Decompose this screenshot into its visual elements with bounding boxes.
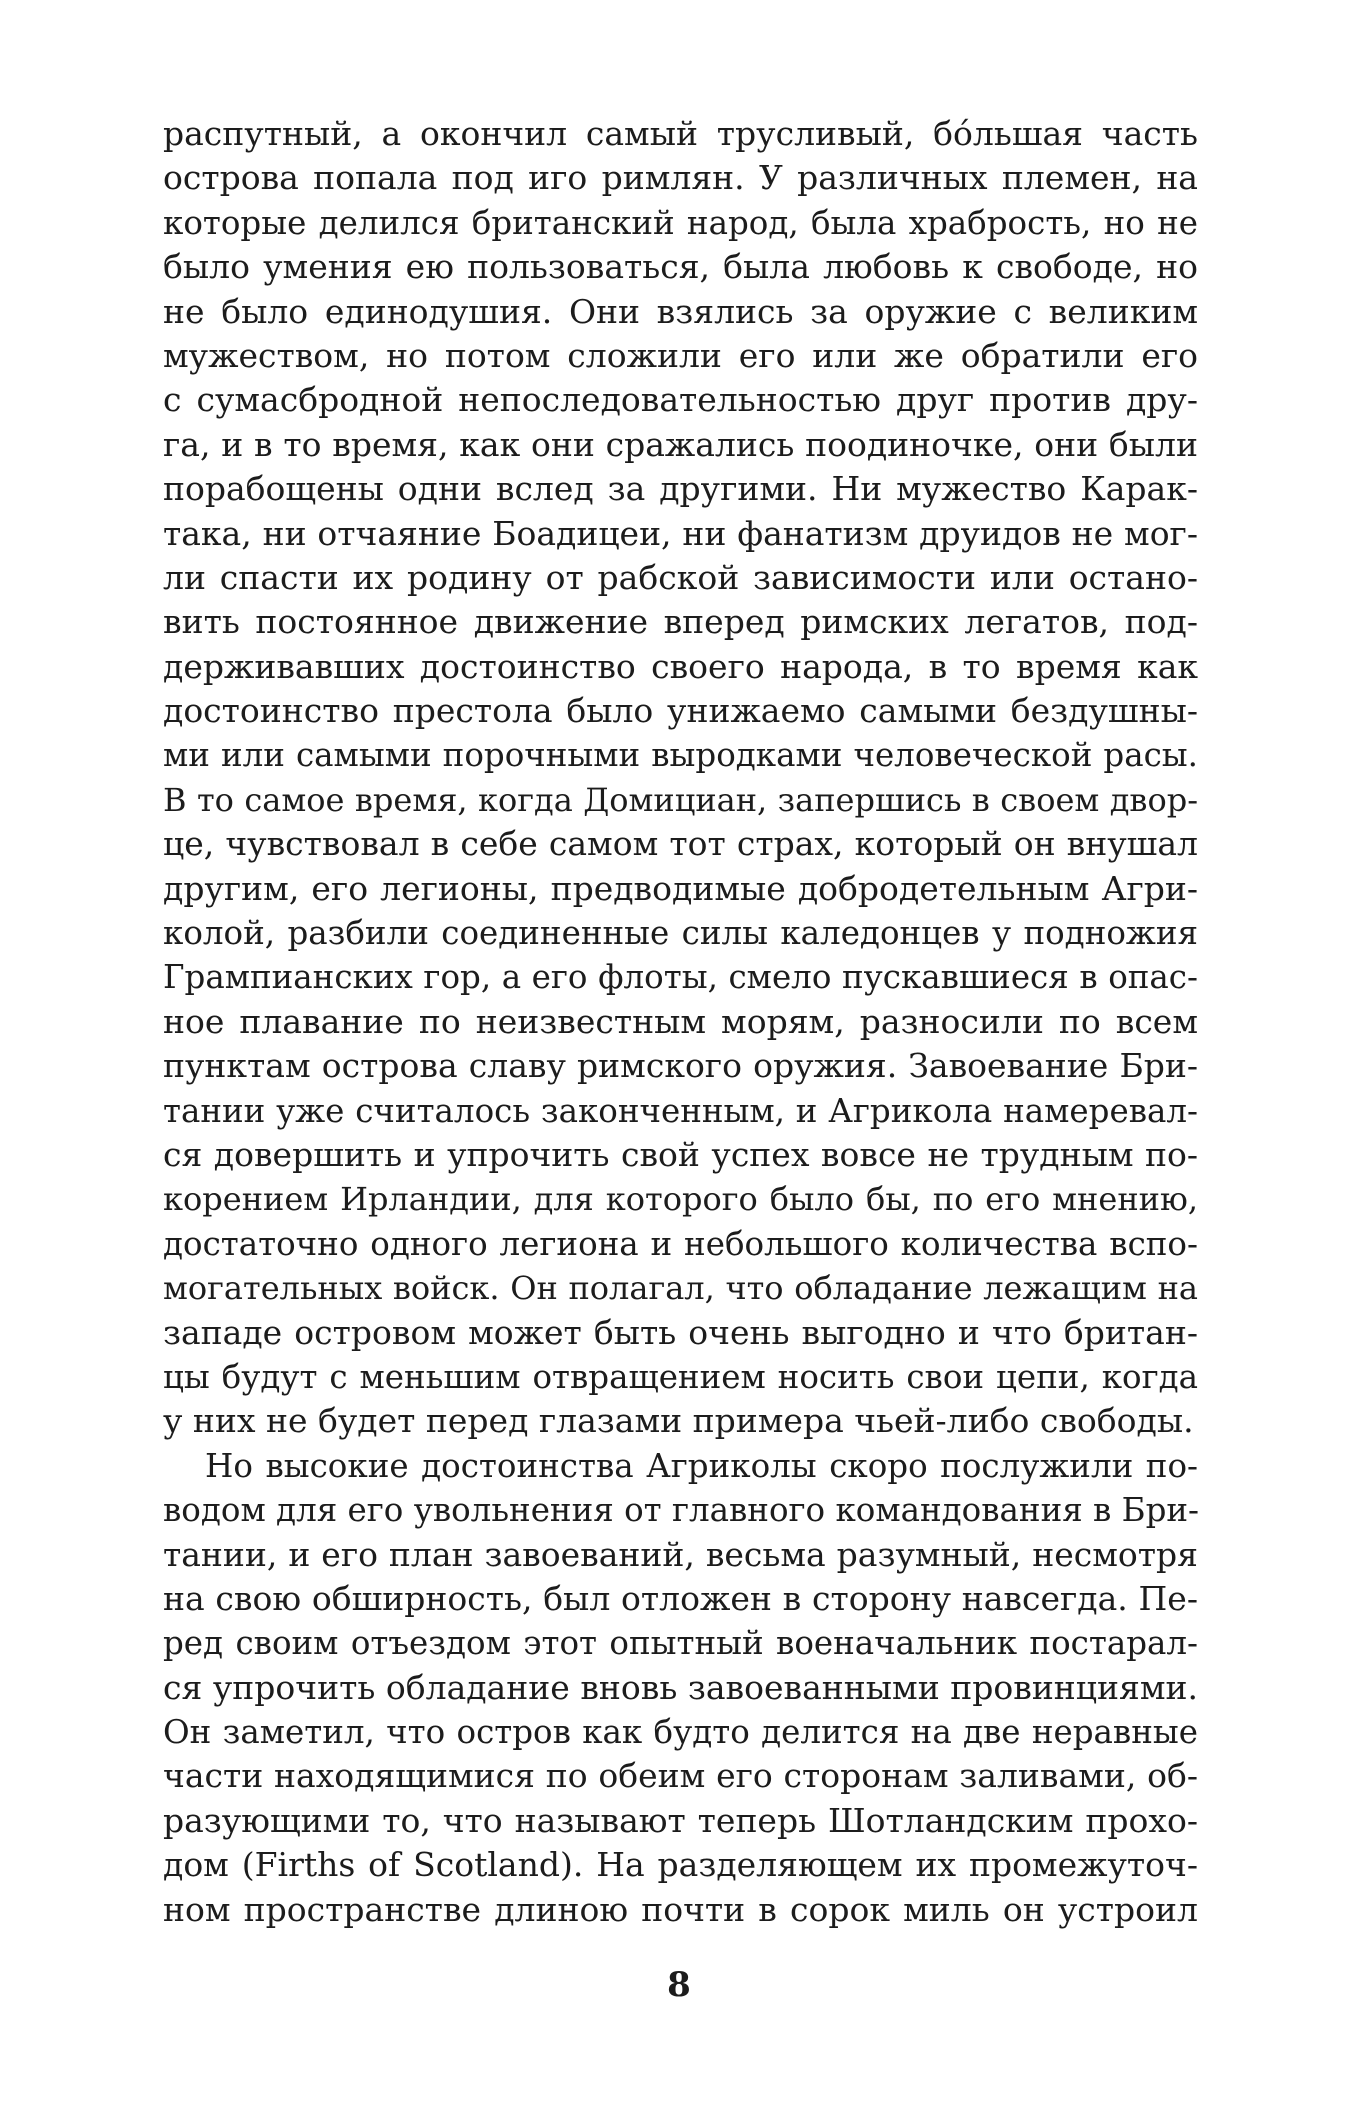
text-line: пунктам острова славу римского оружия. Завоевание Бри- [163,1046,1198,1086]
text-line: ном пространстве длиною почти в сорок миль он устроил [163,1889,1198,1929]
body-text [163,112,1198,1932]
text-line: ся упрочить обладание вновь завоеванными провинциями. [163,1667,1198,1707]
text-line: тании, и его план завоеваний, весьма разумный, несмотря [163,1534,1198,1574]
text-line: вить постоянное движение вперед римских легатов, под- [163,602,1198,642]
text-line: Грампианских гор, а его флоты, смело пускавшиеся в опас- [163,958,1198,997]
text-line: было умения ею пользоваться, была любовь к свободе, но [163,247,1198,287]
text-line: дом (Firths of Scotland). На разделяющем их промежуточ- [163,1845,1198,1885]
text-line: ное плавание по неизвестным морям, разносили по всем [163,1001,1198,1041]
text-line: на свою обширность, был отложен в сторону навсегда. Пе- [163,1578,1198,1618]
text-line: с сумасбродной непоследовательностью друг против дру- [163,380,1198,420]
text-line: га, и в то время, как они сражались поодиночке, они были [163,424,1198,464]
text-line: разующими то, что называют теперь Шотландским прохо- [163,1800,1198,1840]
text-line: держивавших достоинство своего народа, в то время как [163,646,1198,686]
page-number: 8 [667,1965,691,2005]
text-line: другим, его легионы, предводимые добродетельным Агри- [163,868,1198,908]
text-line: колой, разбили соединенные силы каледонцев у подножия [163,914,1198,953]
text-line: ми или самыми порочными выродками человеческой расы. [163,736,1198,775]
text-line: водом для его увольнения от главного командования в Бри- [163,1491,1200,1530]
text-line: не было единодушия. Они взялись за оружие с великим [163,291,1198,331]
text-line: ред своим отъездом этот опытный военачальник постарал- [163,1624,1198,1663]
text-line: острова попала под иго римлян. У различных племен, на [163,158,1198,198]
text-line: достаточно одного легиона и небольшого количества вспо- [163,1224,1198,1263]
text-line: корением Ирландии, для которого было бы, по его мнению, [163,1180,1198,1219]
text-line: цы будут с меньшим отвращением носить свои цепи, когда [163,1357,1198,1396]
text-line: Он заметил, что остров как будто делится на две неравные [163,1713,1198,1752]
paragraph-start-line: Но высокие достоинства Агриколы скоро послужили по- [205,1446,1198,1485]
text-line: распутный, а окончил самый трусливый, бóльшая часть [163,114,1198,153]
text-line: мужеством, но потом сложили его или же обратили его [163,335,1198,375]
text-line: така, ни отчаяние Боадицеи, ни фанатизм друидов не мог- [163,513,1198,553]
text-line: могательных войск. Он полагал, что обладание лежащим на [163,1269,1198,1308]
text-line: порабощены одни вслед за другими. Ни мужество Карак- [163,469,1198,509]
text-line: достоинство престола было унижаемо самыми бездушны- [163,691,1198,731]
text-line: ли спасти их родину от рабской зависимости или остано- [163,557,1198,597]
text-line: ся довершить и упрочить свой успех вовсе не трудным по- [163,1134,1198,1174]
text-line: В то самое время, когда Домициан, запершись в своем двор- [163,780,1198,819]
text-line: тании уже считалось законченным, и Агрикола намеревал- [163,1091,1198,1130]
paragraph-end-line: у них не будет перед глазами примера чьей-либо свободы. [163,1401,1194,1441]
text-line: которые делился британский народ, была храбрость, но не [163,203,1198,242]
text-line: части находящимися по обеим его сторонам заливами, об- [163,1756,1198,1796]
text-line: западе островом может быть очень выгодно и что британ- [163,1312,1198,1352]
text-line: це, чувствовал в себе самом тот страх, который он внушал [163,824,1198,864]
